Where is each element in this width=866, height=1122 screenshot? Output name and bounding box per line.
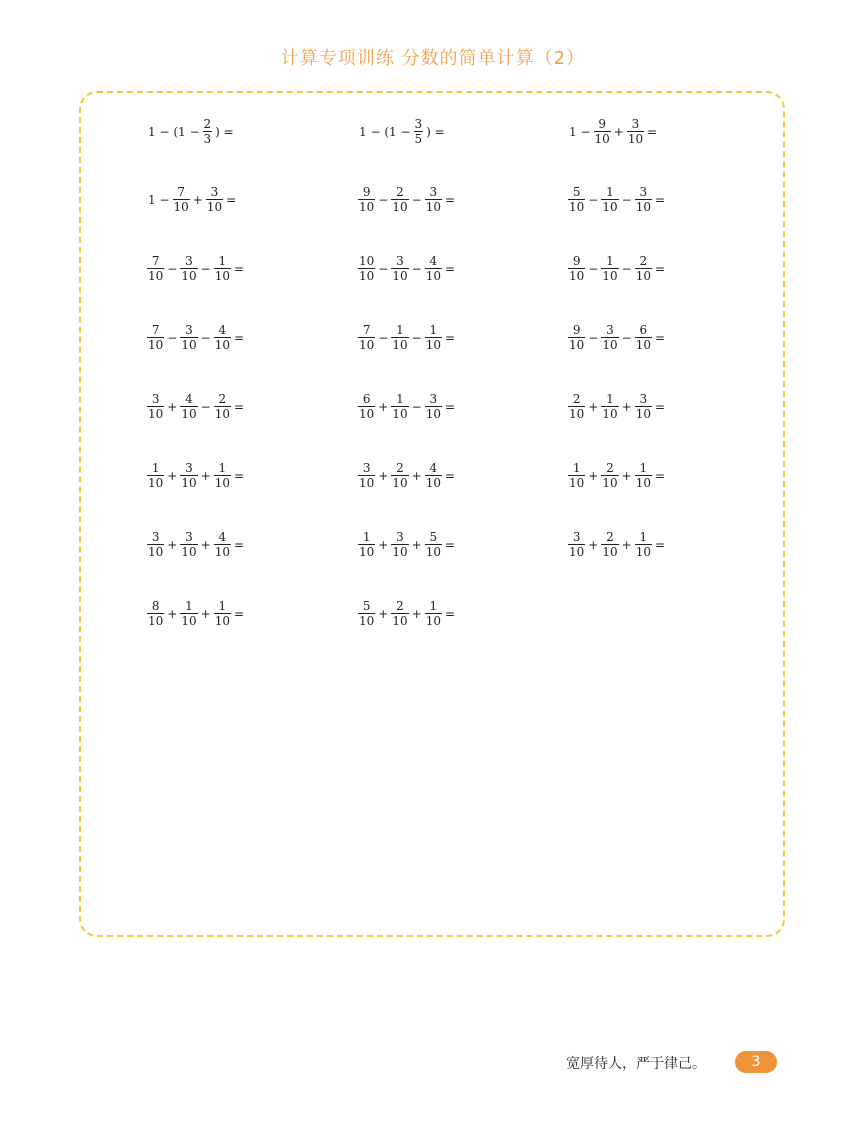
fraction: [568, 324, 585, 351]
operator-text: +: [167, 606, 178, 621]
problem-1: [146, 118, 236, 145]
operator-text: =: [654, 192, 666, 207]
denominator: 10: [148, 545, 164, 559]
problem-18: [567, 462, 667, 489]
fraction: [173, 186, 190, 213]
fraction: [601, 531, 618, 558]
operator-text: −: [411, 330, 422, 345]
operator-text: +: [621, 468, 632, 483]
denominator: 10: [181, 338, 197, 352]
fraction: [214, 393, 231, 420]
denominator: 10: [569, 200, 585, 214]
fraction: [635, 393, 652, 420]
fraction: [147, 324, 164, 351]
denominator: 10: [181, 476, 197, 490]
operator-text: −: [411, 192, 422, 207]
operator-text: 1 − (1 −: [359, 124, 411, 139]
operator-text: +: [167, 399, 178, 414]
denominator: 10: [425, 407, 441, 421]
denominator: 10: [214, 545, 230, 559]
problem-9: [567, 255, 667, 282]
denominator: 10: [148, 614, 164, 628]
operator-text: +: [588, 399, 599, 414]
numerator: 5: [362, 599, 371, 613]
denominator: 10: [173, 200, 189, 214]
denominator: 10: [392, 476, 408, 490]
denominator: 10: [627, 132, 644, 146]
denominator: 10: [392, 407, 408, 421]
operator-text: +: [200, 606, 211, 621]
fraction: [594, 118, 611, 145]
denominator: 10: [602, 476, 618, 490]
operator-text: =: [444, 537, 456, 552]
denominator: 10: [359, 407, 375, 421]
numerator: 3: [429, 185, 438, 199]
denominator: 5: [414, 132, 423, 146]
operator-text: +: [588, 468, 599, 483]
operator-text: −: [411, 261, 422, 276]
denominator: 10: [148, 269, 164, 283]
denominator: 10: [214, 269, 230, 283]
operator-text: =: [654, 468, 666, 483]
operator-text: −: [167, 330, 178, 345]
denominator: 10: [181, 614, 197, 628]
operator-text: +: [378, 399, 389, 414]
fraction: [391, 324, 408, 351]
fraction: [568, 462, 585, 489]
fraction: [425, 255, 442, 282]
operator-text: =: [226, 192, 237, 207]
denominator: 10: [425, 269, 441, 283]
fraction: [180, 462, 197, 489]
operator-text: +: [613, 124, 624, 139]
problem-12: [567, 324, 667, 351]
denominator: 10: [392, 614, 408, 628]
numerator: 9: [572, 254, 581, 268]
numerator: 2: [606, 461, 614, 475]
numerator: 2: [396, 461, 404, 475]
operator-text: =: [444, 192, 456, 207]
numerator: 2: [606, 530, 614, 544]
operator-text: =: [654, 330, 666, 345]
fraction: [425, 324, 442, 351]
numerator: 3: [396, 530, 404, 544]
exercise-box: [79, 91, 785, 937]
operator-text: −: [621, 261, 632, 276]
numerator: 1: [639, 530, 648, 544]
fraction: [425, 600, 442, 627]
problem-10: [146, 324, 246, 351]
numerator: 4: [429, 461, 438, 475]
denominator: 10: [635, 476, 651, 490]
footer-motto: 宽厚待人，严于律己。: [566, 1056, 706, 1072]
operator-text: 1 − (1 −: [148, 124, 200, 139]
numerator: 3: [631, 117, 640, 131]
problem-13: [146, 393, 246, 420]
numerator: 3: [362, 461, 371, 475]
fraction: [358, 393, 375, 420]
fraction: [414, 118, 424, 145]
operator-text: =: [233, 330, 245, 345]
numerator: 1: [185, 599, 193, 613]
problem-16: [146, 462, 246, 489]
fraction: [180, 393, 197, 420]
numerator: 1: [151, 461, 160, 475]
denominator: 10: [359, 338, 375, 352]
denominator: 10: [181, 545, 197, 559]
fraction: [147, 393, 164, 420]
fraction: [601, 393, 618, 420]
operator-text: −: [411, 399, 422, 414]
fraction: [180, 531, 197, 558]
operator-text: −: [621, 330, 632, 345]
numerator: 9: [362, 185, 371, 199]
operator-text: +: [621, 537, 632, 552]
problem-8: [357, 255, 457, 282]
fraction: [601, 255, 618, 282]
problem-22: [146, 600, 246, 627]
operator-text: −: [588, 330, 599, 345]
denominator: 10: [569, 407, 585, 421]
fraction: [214, 462, 231, 489]
page-number-badge: 3: [735, 1051, 777, 1073]
numerator: 7: [151, 323, 160, 337]
fraction: [601, 186, 618, 213]
fraction: [391, 255, 408, 282]
operator-text: −: [588, 192, 599, 207]
operator-text: −: [621, 192, 632, 207]
fraction: [214, 531, 231, 558]
numerator: 2: [218, 392, 227, 406]
operator-text: +: [167, 468, 178, 483]
numerator: 3: [572, 530, 581, 544]
denominator: 10: [392, 200, 408, 214]
numerator: 4: [218, 323, 227, 337]
denominator: 10: [425, 614, 441, 628]
numerator: 1: [218, 599, 227, 613]
operator-text: −: [378, 261, 389, 276]
denominator: 10: [569, 545, 585, 559]
denominator: 10: [359, 614, 375, 628]
fraction: [147, 462, 164, 489]
numerator: 3: [151, 392, 160, 406]
numerator: 1: [396, 323, 404, 337]
operator-text: =: [233, 468, 245, 483]
fraction: [627, 118, 644, 145]
numerator: 3: [396, 254, 404, 268]
numerator: 3: [185, 530, 193, 544]
numerator: 3: [429, 392, 438, 406]
denominator: 10: [148, 476, 164, 490]
fraction: [568, 255, 585, 282]
operator-text: =: [444, 399, 456, 414]
operator-text: 1 −: [569, 124, 591, 139]
denominator: 3: [203, 132, 212, 146]
fraction: [214, 324, 231, 351]
problem-19: [146, 531, 246, 558]
numerator: 1: [429, 599, 438, 613]
fraction: [635, 462, 652, 489]
fraction: [214, 600, 231, 627]
operator-text: =: [654, 537, 666, 552]
denominator: 10: [392, 545, 408, 559]
denominator: 10: [425, 338, 441, 352]
denominator: 10: [214, 407, 230, 421]
problem-15: [567, 393, 667, 420]
numerator: 3: [210, 185, 219, 199]
denominator: 10: [359, 269, 375, 283]
fraction: [391, 531, 408, 558]
fraction: [391, 393, 408, 420]
fraction: [203, 118, 213, 145]
problem-14: [357, 393, 457, 420]
operator-text: −: [588, 261, 599, 276]
operator-text: =: [647, 124, 658, 139]
numerator: 1: [572, 461, 581, 475]
numerator: 7: [177, 185, 185, 199]
numerator: 7: [151, 254, 160, 268]
operator-text: +: [378, 537, 389, 552]
fraction: [180, 324, 197, 351]
operator-text: −: [200, 399, 211, 414]
operator-text: 1 −: [148, 192, 170, 207]
fraction: [147, 600, 164, 627]
fraction: [635, 186, 652, 213]
numerator: 2: [203, 117, 212, 131]
numerator: 6: [639, 323, 648, 337]
denominator: 10: [392, 269, 408, 283]
problem-6: [567, 186, 667, 213]
numerator: 4: [218, 530, 227, 544]
operator-text: =: [233, 537, 245, 552]
denominator: 10: [635, 269, 651, 283]
denominator: 10: [569, 338, 585, 352]
denominator: 10: [359, 200, 375, 214]
numerator: 3: [185, 254, 193, 268]
numerator: 10: [359, 254, 375, 268]
operator-text: =: [444, 606, 456, 621]
fraction: [358, 186, 375, 213]
operator-text: +: [378, 606, 389, 621]
fraction: [601, 324, 618, 351]
numerator: 1: [218, 254, 227, 268]
fraction: [425, 186, 442, 213]
fraction: [425, 462, 442, 489]
numerator: 3: [151, 530, 160, 544]
numerator: 4: [429, 254, 438, 268]
operator-text: =: [233, 261, 245, 276]
denominator: 10: [602, 200, 618, 214]
denominator: 10: [635, 407, 651, 421]
fraction: [391, 600, 408, 627]
operator-text: −: [378, 330, 389, 345]
fraction: [358, 600, 375, 627]
operator-text: =: [444, 468, 456, 483]
numerator: 3: [639, 185, 648, 199]
denominator: 10: [425, 200, 441, 214]
numerator: 1: [606, 185, 614, 199]
fraction: [147, 531, 164, 558]
problem-11: [357, 324, 457, 351]
fraction: [391, 186, 408, 213]
numerator: 2: [396, 185, 404, 199]
operator-text: +: [411, 606, 422, 621]
operator-text: =: [654, 399, 666, 414]
numerator: 1: [362, 530, 371, 544]
operator-text: =: [233, 606, 245, 621]
numerator: 2: [572, 392, 581, 406]
numerator: 4: [185, 392, 193, 406]
operator-text: +: [411, 537, 422, 552]
problem-2: [357, 118, 447, 145]
denominator: 10: [602, 338, 618, 352]
numerator: 1: [606, 392, 614, 406]
problem-21: [567, 531, 667, 558]
denominator: 10: [181, 407, 197, 421]
operator-text: −: [200, 261, 211, 276]
operator-text: −: [200, 330, 211, 345]
fraction: [180, 255, 197, 282]
operator-text: =: [444, 330, 456, 345]
numerator: 3: [606, 323, 614, 337]
operator-text: +: [588, 537, 599, 552]
operator-text: +: [200, 537, 211, 552]
denominator: 10: [206, 200, 223, 214]
denominator: 10: [359, 545, 375, 559]
fraction: [635, 531, 652, 558]
denominator: 10: [214, 614, 230, 628]
problem-5: [357, 186, 457, 213]
fraction: [214, 255, 231, 282]
fraction: [391, 462, 408, 489]
denominator: 10: [425, 476, 441, 490]
denominator: 10: [569, 269, 585, 283]
numerator: 3: [639, 392, 648, 406]
denominator: 10: [635, 545, 651, 559]
fraction: [601, 462, 618, 489]
denominator: 10: [425, 545, 441, 559]
numerator: 8: [151, 599, 160, 613]
numerator: 7: [362, 323, 371, 337]
numerator: 2: [396, 599, 404, 613]
fraction: [568, 186, 585, 213]
numerator: 1: [606, 254, 614, 268]
numerator: 1: [429, 323, 438, 337]
numerator: 5: [572, 185, 581, 199]
operator-text: ) =: [215, 124, 234, 139]
operator-text: =: [654, 261, 666, 276]
denominator: 10: [214, 476, 230, 490]
problem-17: [357, 462, 457, 489]
denominator: 10: [635, 338, 651, 352]
numerator: 6: [362, 392, 371, 406]
fraction: [568, 531, 585, 558]
fraction: [180, 600, 197, 627]
operator-text: +: [200, 468, 211, 483]
operator-text: +: [411, 468, 422, 483]
denominator: 10: [602, 269, 618, 283]
page-title: 计算专项训练 分数的简单计算（2）: [280, 48, 586, 69]
fraction: [358, 531, 375, 558]
operator-text: −: [378, 192, 389, 207]
problem-20: [357, 531, 457, 558]
numerator: 9: [598, 117, 606, 131]
problem-7: [146, 255, 246, 282]
fraction: [358, 255, 375, 282]
numerator: 3: [185, 323, 193, 337]
operator-text: +: [621, 399, 632, 414]
denominator: 10: [392, 338, 408, 352]
denominator: 10: [594, 132, 610, 146]
operator-text: +: [167, 537, 178, 552]
denominator: 10: [181, 269, 197, 283]
numerator: 3: [185, 461, 193, 475]
numerator: 1: [396, 392, 404, 406]
fraction: [635, 255, 652, 282]
denominator: 10: [214, 338, 230, 352]
denominator: 10: [602, 407, 618, 421]
operator-text: +: [192, 192, 203, 207]
operator-text: =: [444, 261, 456, 276]
operator-text: =: [233, 399, 245, 414]
fraction: [206, 186, 223, 213]
denominator: 10: [602, 545, 618, 559]
denominator: 10: [635, 200, 651, 214]
fraction: [425, 393, 442, 420]
problem-4: [146, 186, 238, 213]
operator-text: ) =: [426, 124, 445, 139]
denominator: 10: [148, 407, 164, 421]
numerator: 2: [639, 254, 648, 268]
numerator: 3: [414, 117, 423, 131]
fraction: [147, 255, 164, 282]
operator-text: +: [378, 468, 389, 483]
denominator: 10: [359, 476, 375, 490]
fraction: [358, 462, 375, 489]
problem-23: [357, 600, 457, 627]
fraction: [425, 531, 442, 558]
numerator: 9: [572, 323, 581, 337]
numerator: 5: [429, 530, 438, 544]
fraction: [568, 393, 585, 420]
numerator: 1: [639, 461, 648, 475]
fraction: [635, 324, 652, 351]
denominator: 10: [148, 338, 164, 352]
operator-text: −: [167, 261, 178, 276]
problem-3: [567, 118, 659, 145]
denominator: 10: [569, 476, 585, 490]
fraction: [358, 324, 375, 351]
numerator: 1: [218, 461, 227, 475]
